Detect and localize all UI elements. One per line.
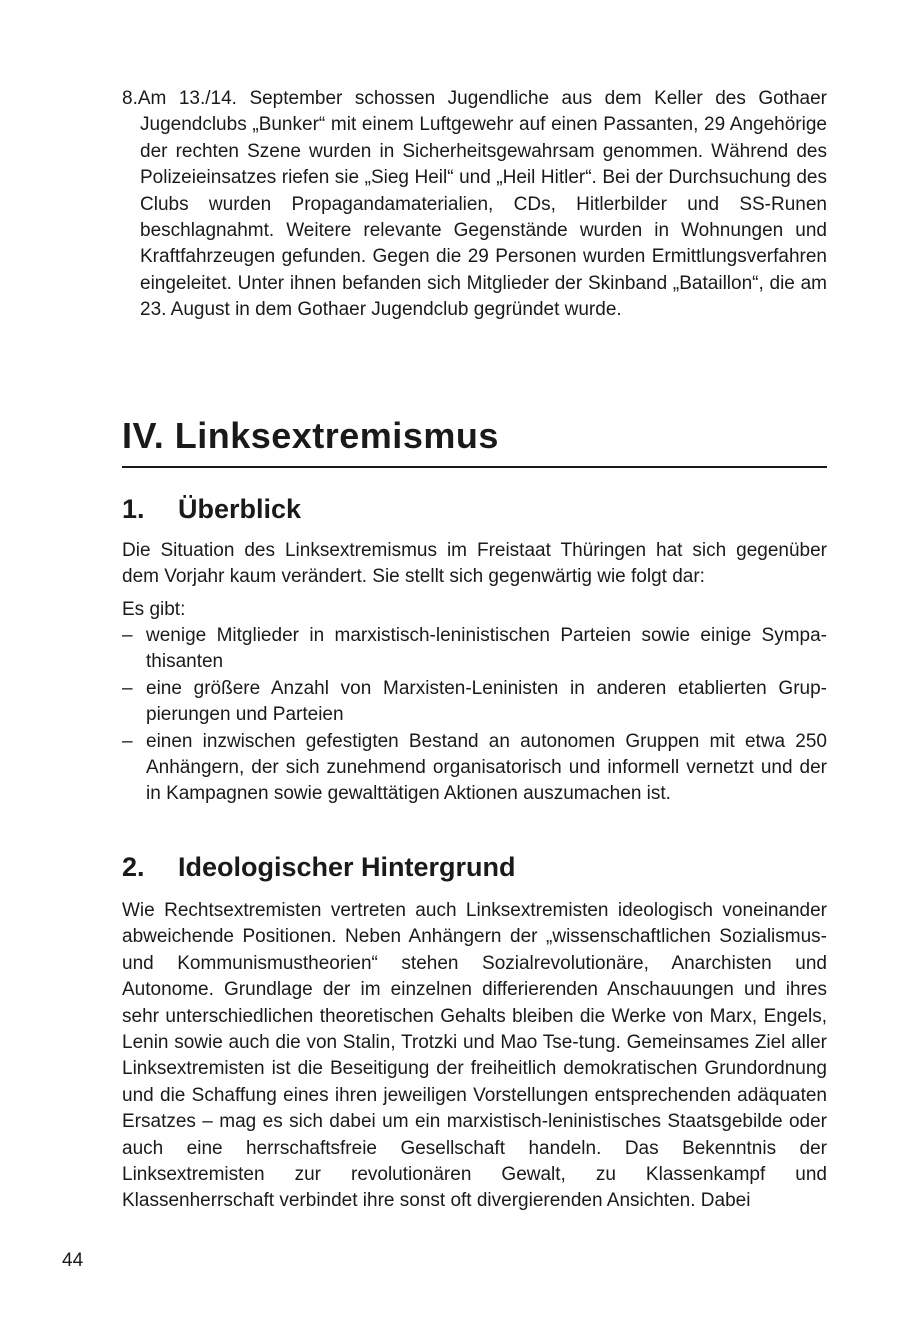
section-title: Überblick	[178, 494, 302, 524]
list-item-text: eine größere Anzahl von Marxisten-Leninisten in anderen etablierten Gruppierungen und Parteien	[146, 677, 827, 726]
dash-bullet: –	[122, 730, 133, 752]
list-item	[122, 623, 827, 676]
list-item-text: wenige Mitglieder in marxistisch-leninistischen Parteien sowie einige Sympathisanten	[146, 625, 827, 673]
section-number: 2.	[122, 852, 145, 882]
overview-bullet-list	[122, 623, 827, 808]
section-heading-ideology	[122, 850, 516, 884]
chapter-heading: IV. Linksextremismus	[122, 415, 499, 456]
overview-intro-paragraph: Die Situation des Linksextremismus im Freistaat Thüringen hat sich gegenüber dem Vorjahr kaum verändert. Sie stellt sich gegenwärtig wie folgt dar:	[122, 540, 827, 588]
list-item-text: einen inzwischen gefestigten Bestand an autonomen Gruppen mit etwa 250 Anhängern, der sich zunehmend organisatorisch und informell vernetzt und der in Kampagnen sowie gewalttätigen Aktionen auszumachen ist.	[146, 730, 827, 805]
section-title: Ideologischer Hintergrund	[178, 852, 516, 882]
section-number: 1.	[122, 494, 145, 524]
list-item-8: 8.Am 13./14. September schossen Jugendliche aus dem Keller des Gothaer Jugendclubs „Bunker“ mit einem Luftgewehr auf einen Passanten, 29 Angehörige der rechten Szene wurden in Sicherheitsgewahrsam genommen. Während des Polizeieinsatzes riefen sie „Sieg Heil“ und „Heil Hitler“. Bei der Durchsuchung des Clubs wurden Propagandamaterialien, CDs, Hitlerbilder und SS-Runen beschlagnahmt. Weitere relevante Gegenstände wurden in Wohnungen und Kraftfahrzeugen gefunden. Gegen die 29 Personen wurden Ermittlungsverfahren eingeleitet. Unter ihnen befanden sich Mitglieder der Skinband „Bataillon“, die am 23. August in dem Gothaer Jugendclub gegründet wurde.	[122, 88, 827, 321]
dash-bullet: –	[122, 625, 133, 646]
dash-bullet: –	[122, 677, 133, 699]
list-lead-text: Es gibt:	[122, 599, 186, 620]
list-item	[122, 729, 827, 808]
chapter-divider	[122, 466, 827, 468]
list-item	[122, 676, 827, 729]
ideology-paragraph: Wie Rechtsextremisten vertreten auch Linksextremisten ideologisch voneinander abweichende Positionen. Neben Anhängern der „wissenschaftlichen Sozialismus- und Kommunismustheorien“ stehen Sozialrevolutionäre, Anarchisten und Autonome. Grundlage der im einzelnen differierenden Anschauungen und ihres sehr unterschiedlichen theoretischen Gehalts bleiben die Werke von Marx, Engels, Lenin sowie auch die von Stalin, Trotzki und Mao Tse-tung. Gemeinsames Ziel aller Linksextremisten ist die Beseitigung der freiheitlich demokratischen Grundordnung und die Schaffung eines ihren jeweiligen Vorstellungen entsprechenden adäquaten Ersatzes – mag es sich dabei um ein marxistisch-leninistisches Staatsgebilde oder auch eine herrschaftsfreie Gesellschaft handeln. Das Bekenntnis der Linksextremisten zur revolutionären Gewalt, zu Klassenkampf und Klassenherrschaft verbindet ihre sonst oft divergierenden Ansichten. Dabei	[122, 900, 827, 1212]
section-heading-overview	[122, 492, 301, 526]
page-number: 44	[62, 1250, 84, 1271]
